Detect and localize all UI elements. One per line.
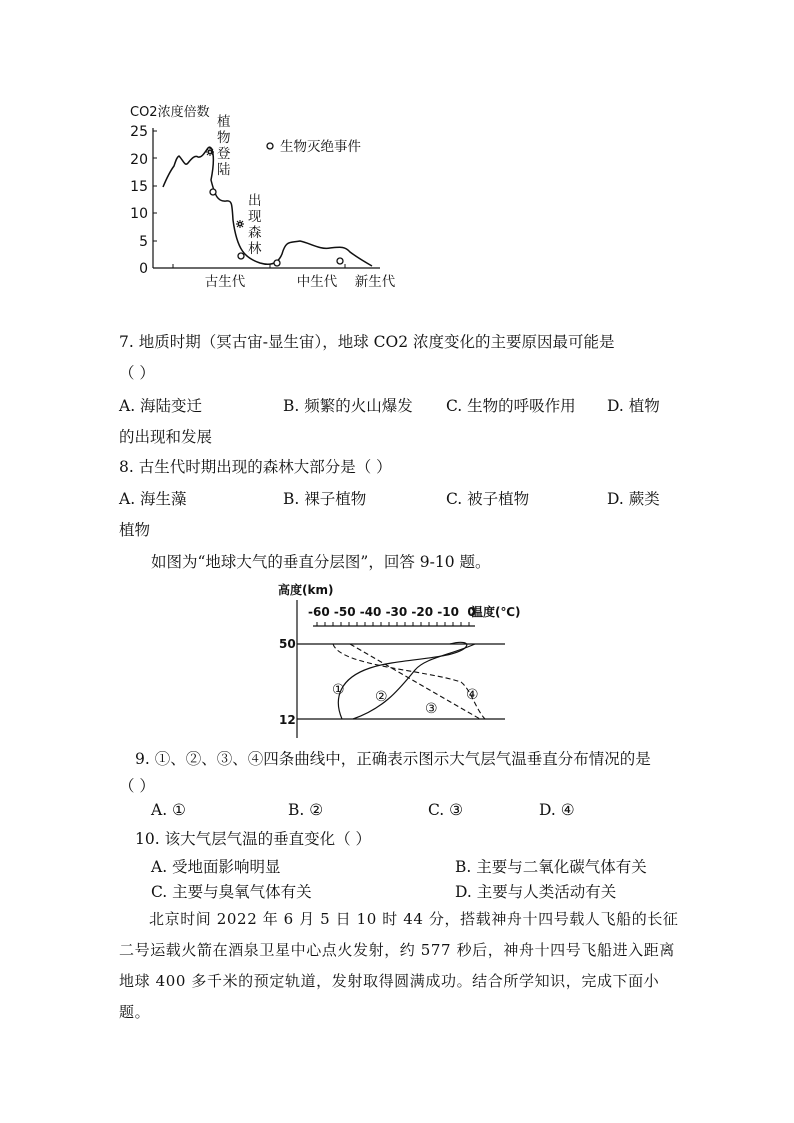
q8-option-d-wrap: 植物 [119, 521, 151, 539]
svg-text:物: 物 [217, 130, 231, 146]
era-mesozoic: 中生代 [296, 274, 338, 290]
era-cenozoic: 新生代 [354, 274, 396, 290]
q9-option-d[interactable]: D. ④ [539, 801, 575, 819]
q9-paren: （ ） [119, 777, 155, 795]
era-labels [205, 273, 396, 290]
curve-label-4: ④ [466, 687, 479, 703]
co2-curve [163, 147, 372, 266]
extinction-marker [238, 253, 244, 259]
atm-ytick-12: 12 [279, 713, 296, 727]
atmosphere-chart [275, 578, 521, 740]
ytick-10: 10 [130, 206, 148, 222]
ytick-0: 0 [139, 261, 148, 277]
q7-option-d[interactable]: D. 植物 [607, 397, 660, 415]
svg-text:植: 植 [217, 114, 231, 130]
passage-shenzhou14: 北京时间 2022 年 6 月 5 日 10 时 44 分，搭载神舟十四号载人飞船的长征二号运载火箭在酒泉卫星中心点火发射，约 577 秒后，神舟十四号飞船进入距离地球 400 多千米的预定轨道，发射取得圆满成功。结合所学知识，完成下面小题。 [119, 910, 679, 1021]
q7-stem: 7. 地质时期（冥古宙-显生宙），地球 CO2 浓度变化的主要原因最可能是 [119, 333, 615, 351]
curve-label-2: ② [375, 689, 388, 705]
q10-option-b[interactable]: B. 主要与二氧化碳气体有关 [455, 858, 647, 876]
annotation-forest-appear [248, 193, 262, 257]
svg-text:林: 林 [248, 241, 262, 257]
atm-xlabel: 温度(℃) [471, 605, 521, 619]
curve-label-3: ③ [425, 701, 438, 717]
svg-text:登: 登 [217, 146, 231, 162]
q9-option-a[interactable]: A. ① [151, 801, 186, 819]
extinction-legend [267, 138, 361, 155]
curve-3 [350, 644, 480, 719]
extinction-markers [210, 189, 343, 266]
legend-text: 生物灭绝事件 [280, 139, 361, 155]
svg-text:出: 出 [248, 193, 262, 209]
atm-ytick-50: 50 [279, 637, 296, 651]
annotation-plants-landing [217, 113, 231, 178]
q10-option-c[interactable]: C. 主要与臭氧气体有关 [151, 883, 312, 901]
curve-4 [333, 644, 485, 719]
ytick-5: 5 [139, 234, 148, 250]
q9-stem: 9. ①、②、③、④四条曲线中，正确表示图示大气层气温垂直分布情况的是 [135, 750, 651, 768]
q8-option-b[interactable]: B. 裸子植物 [283, 490, 367, 508]
svg-text:陆: 陆 [217, 162, 231, 178]
q7-paren: （ ） [119, 364, 155, 382]
co2-chart [120, 100, 420, 300]
curve-labels [332, 682, 479, 717]
ytick-15: 15 [130, 179, 148, 195]
co2-yticks [130, 124, 148, 277]
co2-ylabel: CO2浓度倍数 [130, 105, 210, 120]
q7-option-a[interactable]: A. 海陆变迁 [119, 397, 203, 415]
forest-appear-star [236, 220, 244, 228]
intro-9-10: 如图为“地球大气的垂直分层图”，回答 9-10 题。 [151, 553, 491, 571]
extinction-marker [337, 258, 343, 264]
q9-option-c[interactable]: C. ③ [428, 801, 464, 819]
q10-option-a[interactable]: A. 受地面影响明显 [151, 858, 281, 876]
extinction-marker [274, 260, 280, 266]
q10-option-d[interactable]: D. 主要与人类活动有关 [455, 883, 617, 901]
q7-option-d-wrap: 的出现和发展 [119, 428, 213, 446]
q9-option-b[interactable]: B. ② [288, 801, 324, 819]
atm-xticks: -60 -50 -40 -30 -20 -10 0 [308, 605, 476, 619]
q8-stem: 8. 古生代时期出现的森林大部分是（ ） [119, 458, 392, 476]
q10-stem: 10. 该大气层气温的垂直变化（ ） [135, 830, 372, 848]
curve-label-1: ① [332, 682, 345, 698]
q8-option-a[interactable]: A. 海生藻 [119, 490, 187, 508]
ytick-20: 20 [130, 152, 148, 168]
q8-option-c[interactable]: C. 被子植物 [446, 490, 530, 508]
q7-option-b[interactable]: B. 频繁的火山爆发 [283, 397, 413, 415]
svg-text:森: 森 [248, 225, 262, 241]
svg-text:现: 现 [248, 209, 262, 225]
extinction-marker [210, 189, 216, 195]
ytick-25: 25 [130, 124, 148, 140]
plants-landing-star [206, 148, 214, 156]
atm-ylabel: 高度(km) [278, 583, 334, 597]
era-paleozoic: 古生代 [204, 274, 246, 290]
q7-option-c[interactable]: C. 生物的呼吸作用 [446, 397, 576, 415]
q8-option-d[interactable]: D. 蕨类 [607, 490, 660, 508]
